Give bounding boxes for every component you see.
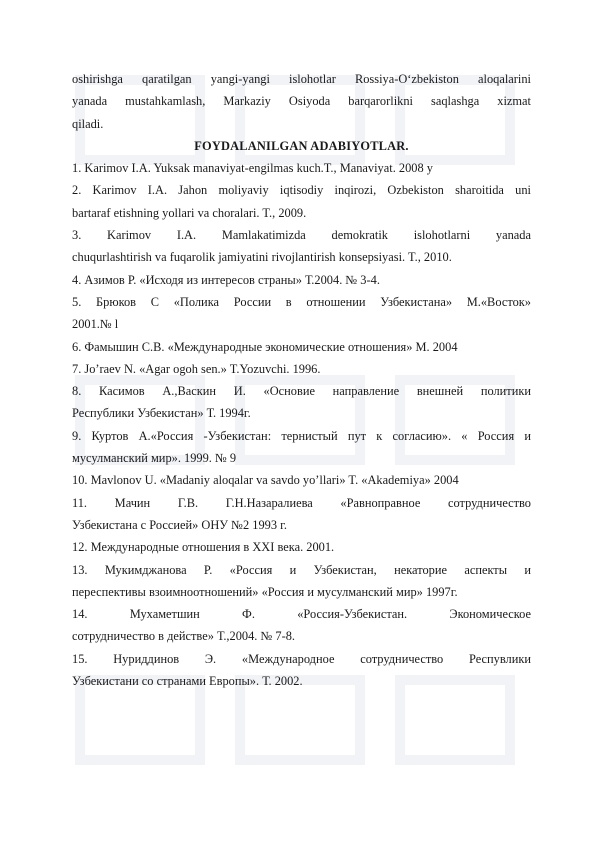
reference-line: 15. Нуриддинов Э. «Международное сотрудничество Респувлики — [72, 651, 531, 666]
reference-line: сотрудничество в действе» Т.,2004. № 7-8. — [72, 629, 296, 644]
reference-line: мусулманский мир». 1999. № 9 — [72, 451, 237, 466]
reference-line: 3. Karimov I.A. Mamlakatimizda demokratik islohotlarni yanada — [72, 228, 531, 243]
reference-line: chuqurlashtirish va fuqarolik jamiyatini rivojlantirish konsepsiyasi. T., 2010. — [72, 250, 452, 265]
reference-line: 6. Фамышин С.В. «Международные экономические отношения» М. 2004 — [72, 339, 458, 354]
reference-line: Республики Узбекистан» Т. 1994г. — [72, 406, 251, 421]
reference-line: 1. Karimov I.A. Yuksak manaviyat-engilmas kuch.T., Manaviyat. 2008 y — [72, 161, 433, 176]
reference-line: Узбекистани со странами Европы». Т. 2002. — [72, 674, 303, 689]
reference-line: 5. Брюков С «Полика России в отношении Узбекистана» М.«Восток» — [72, 294, 531, 309]
reference-line: 8. Касимов А.,Васкин И. «Основие направление внешней политики — [72, 384, 531, 399]
reference-line: 7. Jo’raev N. «Agar ogoh sen.» T.Yozuvchi. 1996. — [72, 361, 321, 376]
intro-line: oshirishga qaratilgan yangi-yangi islohotlar Rossiya-O‘zbekiston aloqalarini — [72, 72, 531, 86]
document-page — [72, 68, 531, 692]
reference-line: 14. Мухаметшин Ф. «Россия-Узбекистан. Экономическое — [72, 607, 531, 622]
references-heading: FOYDALANILGAN ADABIYOTLAR. — [194, 138, 409, 153]
intro-line: qiladi. — [72, 116, 104, 131]
reference-line: 4. Азимов Р. «Исходя из интересов страны» Т.2004. № 3-4. — [72, 272, 380, 287]
reference-line: 9. Куртов А.«Россия -Узбекистан: тернистый пут к согласию». « Россия и — [72, 428, 531, 443]
reference-line: 2001.№ l — [72, 317, 119, 332]
reference-line: 12. Международные отношения в XXI века. 2001. — [72, 540, 335, 555]
reference-line: переспективы взоимноотношений» «Россия и мусулманский мир» 1997г. — [72, 584, 458, 599]
reference-line: Узбекистана с Россией» ОНУ №2 1993 г. — [72, 517, 287, 532]
reference-line: 11. Мачин Г.В. Г.Н.Назаралиева «Равноправное сотрудничество — [72, 495, 531, 510]
reference-line: 10. Mavlonov U. «Madaniy aloqalar va savdo yo’llari» T. «Akademiya» 2004 — [72, 473, 459, 488]
intro-line: yanada mustahkamlash, Markaziy Osiyoda barqarorlikni saqlashga xizmat — [72, 94, 531, 109]
reference-line: bartaraf etishning yollari va choralari. T., 2009. — [72, 205, 307, 220]
reference-line: 13. Мукимджанова Р. «Россия и Узбекистан, некаторие аспекты и — [72, 562, 531, 577]
reference-line: 2. Karimov I.A. Jahon moliyaviy iqtisodiy inqirozi, Ozbekiston sharoitida uni — [72, 183, 531, 198]
